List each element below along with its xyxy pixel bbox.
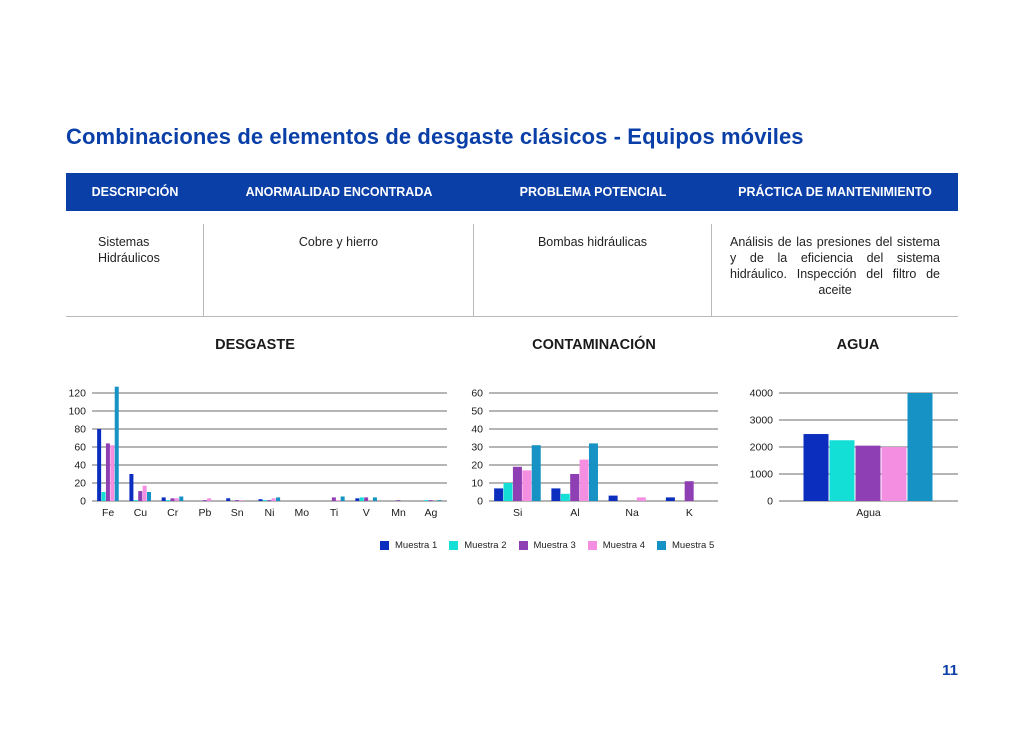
x-tick-label: Mn [391, 507, 406, 519]
bar [513, 467, 522, 501]
bar [272, 498, 276, 501]
bar [570, 474, 579, 501]
legend-label: Muestra 4 [602, 540, 645, 551]
bar [162, 497, 166, 501]
header-practica: PRÁCTICA DE MANTENIMIENTO [738, 185, 932, 199]
y-tick-label: 0 [477, 495, 483, 508]
x-tick-label: K [685, 507, 693, 519]
legend-label: Muestra 1 [395, 540, 438, 551]
bar [259, 499, 263, 501]
legend [380, 540, 726, 551]
x-tick-label: Agua [856, 507, 881, 519]
y-tick-label: 60 [74, 441, 86, 454]
bar [239, 500, 243, 501]
y-tick-label: 1000 [749, 468, 773, 481]
legend-swatch [449, 541, 458, 550]
bar [856, 446, 881, 501]
x-tick-label: Na [625, 507, 639, 519]
y-tick-label: 20 [471, 459, 483, 472]
y-tick-label: 100 [68, 405, 86, 418]
bar [207, 498, 211, 501]
bar [336, 500, 340, 501]
bar [341, 497, 345, 502]
x-tick-label: Cu [133, 507, 148, 519]
y-tick-label: 10 [471, 477, 483, 490]
header-anormalidad: ANORMALIDAD ENCONTRADA [245, 185, 433, 199]
cell-anormalidad: Cobre y hierro [204, 224, 474, 316]
x-tick-label: Si [512, 507, 523, 519]
bar [332, 497, 336, 501]
bar [580, 460, 589, 501]
cell-practica: Análisis de las presiones del sistema y de la eficiencia del sistema hidráulico. Inspección del filtro de aceite [730, 235, 940, 297]
bar [804, 434, 829, 501]
x-tick-label: Mo [294, 507, 310, 519]
bar [170, 498, 174, 501]
bar [396, 500, 400, 501]
bar [551, 488, 560, 501]
legend-label: Muestra 5 [672, 540, 715, 551]
bar [226, 498, 230, 501]
y-tick-label: 30 [471, 441, 483, 454]
legend-item [657, 540, 714, 551]
y-tick-label: 80 [74, 423, 86, 436]
x-tick-label: Pb [198, 507, 212, 519]
y-tick-label: 20 [74, 477, 86, 490]
y-tick-label: 60 [471, 387, 483, 400]
x-tick-label: Cr [167, 507, 179, 519]
bar [504, 483, 513, 501]
y-tick-label: 50 [471, 405, 483, 418]
bar [429, 500, 433, 501]
x-tick-label: V [362, 507, 370, 519]
bar [235, 500, 239, 501]
y-tick-label: 0 [767, 495, 773, 508]
bar [373, 497, 377, 501]
bar [134, 500, 138, 501]
x-tick-label: Ag [424, 507, 438, 519]
x-tick-label: Ni [264, 507, 275, 519]
page-number: 11 [942, 662, 958, 679]
y-tick-label: 4000 [749, 387, 773, 400]
bar [138, 491, 142, 501]
bar [276, 497, 280, 501]
x-tick-label: Fe [102, 507, 115, 519]
page-title: Combinaciones de elementos de desgaste clásicos - Equipos móviles [66, 124, 804, 149]
bar [355, 498, 359, 501]
bar [609, 496, 618, 501]
legend-item [380, 540, 437, 551]
legend-label: Muestra 3 [533, 540, 576, 551]
bar [102, 492, 106, 501]
bar [882, 447, 907, 501]
header-descripcion: DESCRIPCIÓN [91, 185, 179, 199]
bar [364, 497, 368, 501]
bar [110, 445, 114, 501]
y-tick-label: 0 [80, 495, 86, 508]
bar [908, 393, 933, 501]
legend-label: Muestra 2 [464, 540, 507, 551]
bar [589, 443, 598, 501]
legend-swatch [657, 541, 666, 550]
legend-item [588, 540, 645, 551]
chart-title-agua: AGUA [836, 337, 880, 353]
y-tick-label: 40 [471, 423, 483, 436]
bar [263, 500, 267, 501]
bar [532, 445, 541, 501]
bar [685, 481, 694, 501]
bar [267, 500, 271, 501]
x-tick-label: Sn [230, 507, 244, 519]
chart-title-desgaste: DESGASTE [215, 337, 295, 353]
bar [143, 486, 147, 501]
bar [129, 474, 133, 501]
bar [179, 497, 183, 502]
legend-swatch [519, 541, 528, 550]
bar [561, 494, 570, 501]
bar [175, 498, 179, 501]
bar [106, 443, 110, 501]
y-tick-label: 2000 [749, 441, 773, 454]
legend-swatch [588, 541, 597, 550]
y-tick-label: 40 [74, 459, 86, 472]
header-problema: PROBLEMA POTENCIAL [519, 185, 667, 199]
cell-problema: Bombas hidráulicas [474, 224, 712, 316]
legend-item [519, 540, 576, 551]
bar [522, 470, 531, 501]
bar [830, 440, 855, 501]
x-tick-label: Al [570, 507, 580, 519]
y-tick-label: 120 [68, 387, 86, 400]
bar [494, 488, 503, 501]
y-tick-label: 3000 [749, 414, 773, 427]
chart-title-contaminacion: CONTAMINACIÓN [532, 337, 656, 353]
bar [437, 500, 441, 501]
bar [147, 492, 151, 501]
bar [360, 497, 364, 501]
legend-item [449, 540, 506, 551]
bar [97, 429, 101, 501]
bar [115, 387, 119, 501]
legend-swatch [380, 541, 389, 550]
bar [424, 500, 428, 501]
bar [637, 497, 646, 501]
x-tick-label: Ti [329, 507, 339, 519]
bar [203, 500, 207, 501]
bar [166, 500, 170, 501]
bar [666, 497, 675, 501]
cell-descripcion: Sistemas Hidráulicos [66, 224, 204, 316]
